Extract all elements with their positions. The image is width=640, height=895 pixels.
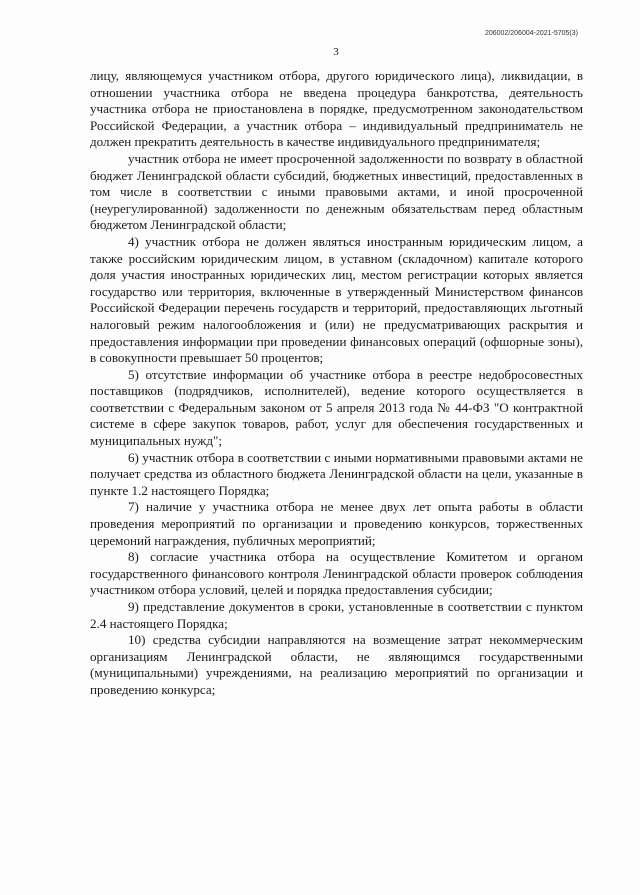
paragraph-item-4: 4) участник отбора не должен являться иностранным юридическим лицом, а также российским юридическим лицом, в уставном (складочном) капитале которого доля участия иностранных юридических лиц, местом регистрации которых является государство или территория, включенные в утвержденный Министерством финансов Российской Федерации перечень государств и территорий, предоставляющих льготный налоговый режим налогообложения и (или) не предусматривающих раскрытия и предоставления информации при проведении финансовых операций (офшорные зоны), в совокупности превышает 50 процентов; bbox=[90, 233, 583, 366]
paragraph-item-7: 7) наличие у участника отбора не менее двух лет опыта работы в области проведения мероприятий по организации и проведению конкурсов, торжественных церемоний награждения, публичных мероприятий; bbox=[90, 499, 583, 548]
paragraph-no-debt: участник отбора не имеет просроченной задолженности по возврату в областной бюджет Ленинградской области субсидий, бюджетных инвестиций, предоставленных в том числе в соответствии с иными правовыми актами, и иной просроченной (неурегулированной) задолженности по денежным обязательствам перед областным бюджетом Ленинградской области; bbox=[90, 150, 583, 233]
paragraph-item-5: 5) отсутствие информации об участнике отбора в реестре недобросовестных поставщиков (подрядчиков, исполнителей), ведение которого осуществляется в соответствии с Федеральным законом от 5 апреля 2013 года № 44-ФЗ "О контрактной системе в сфере закупок товаров, работ, услуг для обеспечения государственных и муниципальных нужд"; bbox=[90, 366, 583, 449]
paragraph-continuation: лицу, являющемуся участником отбора, другого юридического лица), ликвидации, в отношении участника отбора не введена процедура банкротства, деятельность участника отбора не приостановлена в порядке, предусмотренном законодательством Российской Федерации, а участник отбора – индивидуальный предприниматель не должен прекратить деятельность в качестве индивидуального предпринимателя; bbox=[90, 68, 583, 150]
page-number: 3 bbox=[333, 46, 339, 58]
document-body bbox=[90, 68, 583, 699]
paragraph-item-6: 6) участник отбора в соответствии с иными нормативными правовыми актами не получает средства из областного бюджета Ленинградской области на цели, указанные в пункте 1.2 настоящего Порядка; bbox=[90, 449, 583, 498]
paragraph-item-8: 8) согласие участника отбора на осуществление Комитетом и органом государственного финансового контроля Ленинградской области проверок соблюдения участником отбора условий, целей и порядка предоставления субсидии; bbox=[90, 549, 583, 598]
document-number: 206002/206004-2021-5705(3) bbox=[484, 30, 578, 37]
paragraph-item-9: 9) представление документов в сроки, установленные в соответствии с пунктом 2.4 настоящего Порядка; bbox=[90, 599, 583, 631]
paragraph-item-10: 10) средства субсидии направляются на возмещение затрат некоммерческим организациям Ленинградской области, не являющимся государственными (муниципальными) учреждениями, на реализацию мероприятий по организации и проведению конкурса; bbox=[90, 632, 583, 697]
